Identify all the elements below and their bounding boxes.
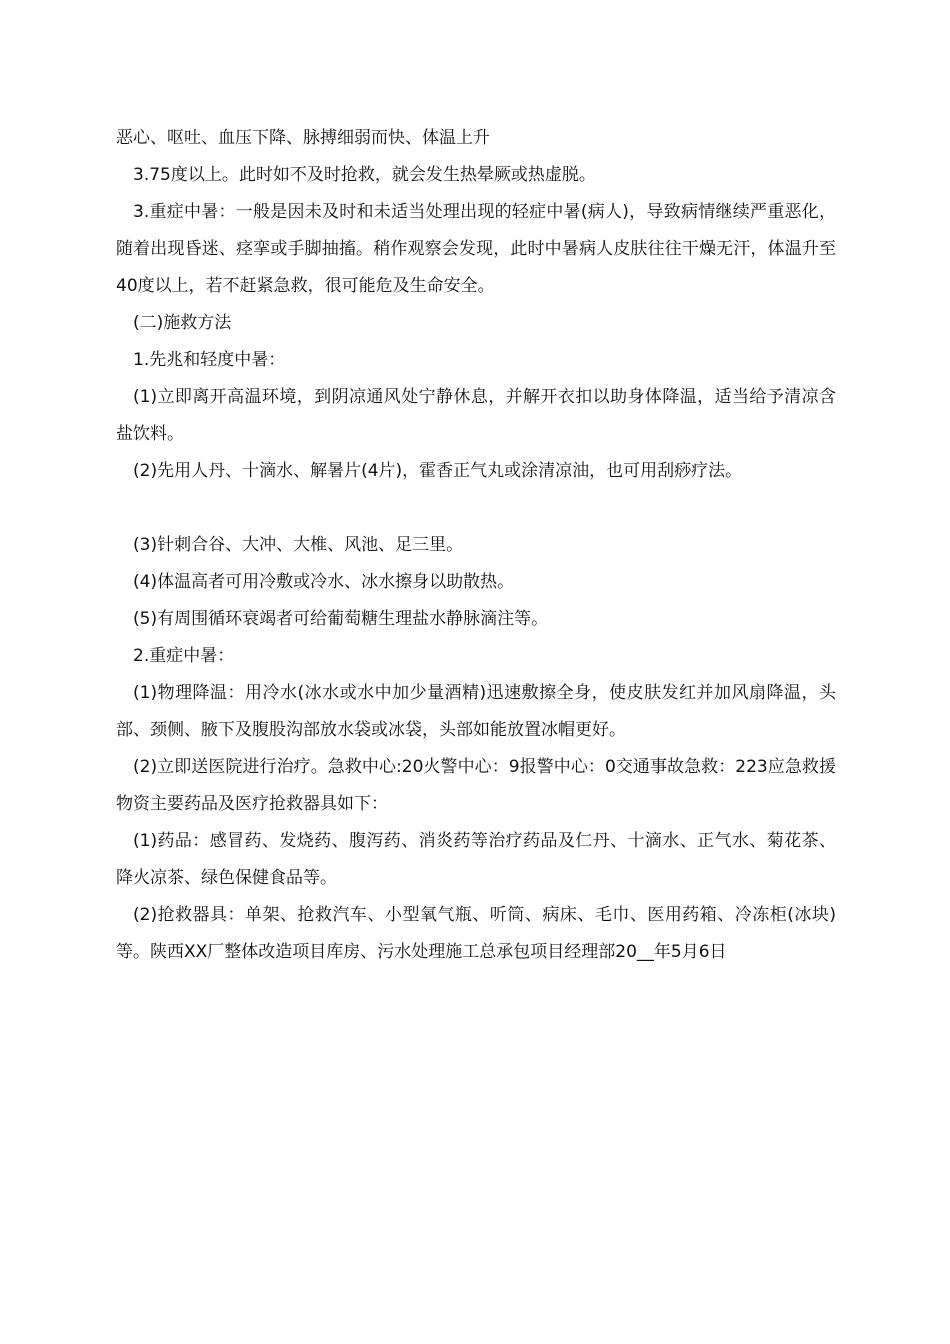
list-item-supplies-equipment: (2)抢救器具：单架、抢救汽车、小型氧气瓶、听筒、病床、毛巾、医用药箱、冷冻柜(冰块)等。陕西XX厂整体改造项目库房、污水处理施工总承包项目经理部20__年5月6日 xyxy=(116,905,836,962)
list-item-mild-5: (5)有周围循环衰竭者可给葡萄糖生理盐水静脉滴注等。 xyxy=(133,609,549,629)
section-heading-rescue-methods: (二)施救方法 xyxy=(133,313,232,333)
document-body xyxy=(116,120,836,971)
paragraph-severe-heatstroke: 3.重症中暑：一般是因未及时和未适当处理出现的轻症中暑(病人)，导致病情继续严重恶化，随着出现昏迷、痉挛或手脚抽搐。稍作观察会发现，此时中暑病人皮肤往往干燥无汗，体温升至40度以上，若不赶紧急救，很可能危及生命安全。 xyxy=(116,202,836,296)
list-item-supplies-medicine: (1)药品：感冒药、发烧药、腹泻药、消炎药等治疗药品及仁丹、十滴水、正气水、菊花茶、降火凉茶、绿色保健食品等。 xyxy=(116,831,836,888)
subheading-mild-heatstroke: 1.先兆和轻度中暑： xyxy=(133,350,286,370)
list-item-severe-2: (2)立即送医院进行治疗。急救中心:20火警中心：9报警中心：0交通事故急救：223应急救援物资主要药品及医疗抢救器具如下： xyxy=(116,757,836,814)
list-item-mild-1: (1)立即离开高温环境，到阴凉通风处宁静休息，并解开衣扣以助身体降温，适当给予清凉含盐饮料。 xyxy=(116,387,836,444)
paragraph-symptoms: 恶心、呕吐、血压下降、脉搏细弱而快、体温上升 xyxy=(116,128,490,148)
subheading-severe-heatstroke: 2.重症中暑： xyxy=(133,646,235,666)
blank-line xyxy=(116,490,836,527)
list-item-mild-4: (4)体温高者可用冷敷或冷水、冰水擦身以助散热。 xyxy=(133,572,515,592)
list-item-mild-3: (3)针刺合谷、大冲、大椎、风池、足三里。 xyxy=(133,535,464,555)
list-item-mild-2: (2)先用人丹、十滴水、解暑片(4片)，霍香正气丸或涂清凉油，也可用刮痧疗法。 xyxy=(133,461,743,481)
list-item-severe-1: (1)物理降温：用冷水(冰水或水中加少量酒精)迅速敷擦全身，使皮肤发红并加风扇降温，头部、颈侧、腋下及腹股沟部放水袋或冰袋，头部如能放置冰帽更好。 xyxy=(116,683,836,740)
paragraph-temperature: 3.75度以上。此时如不及时抢救，就会发生热晕厥或热虚脱。 xyxy=(133,165,596,185)
